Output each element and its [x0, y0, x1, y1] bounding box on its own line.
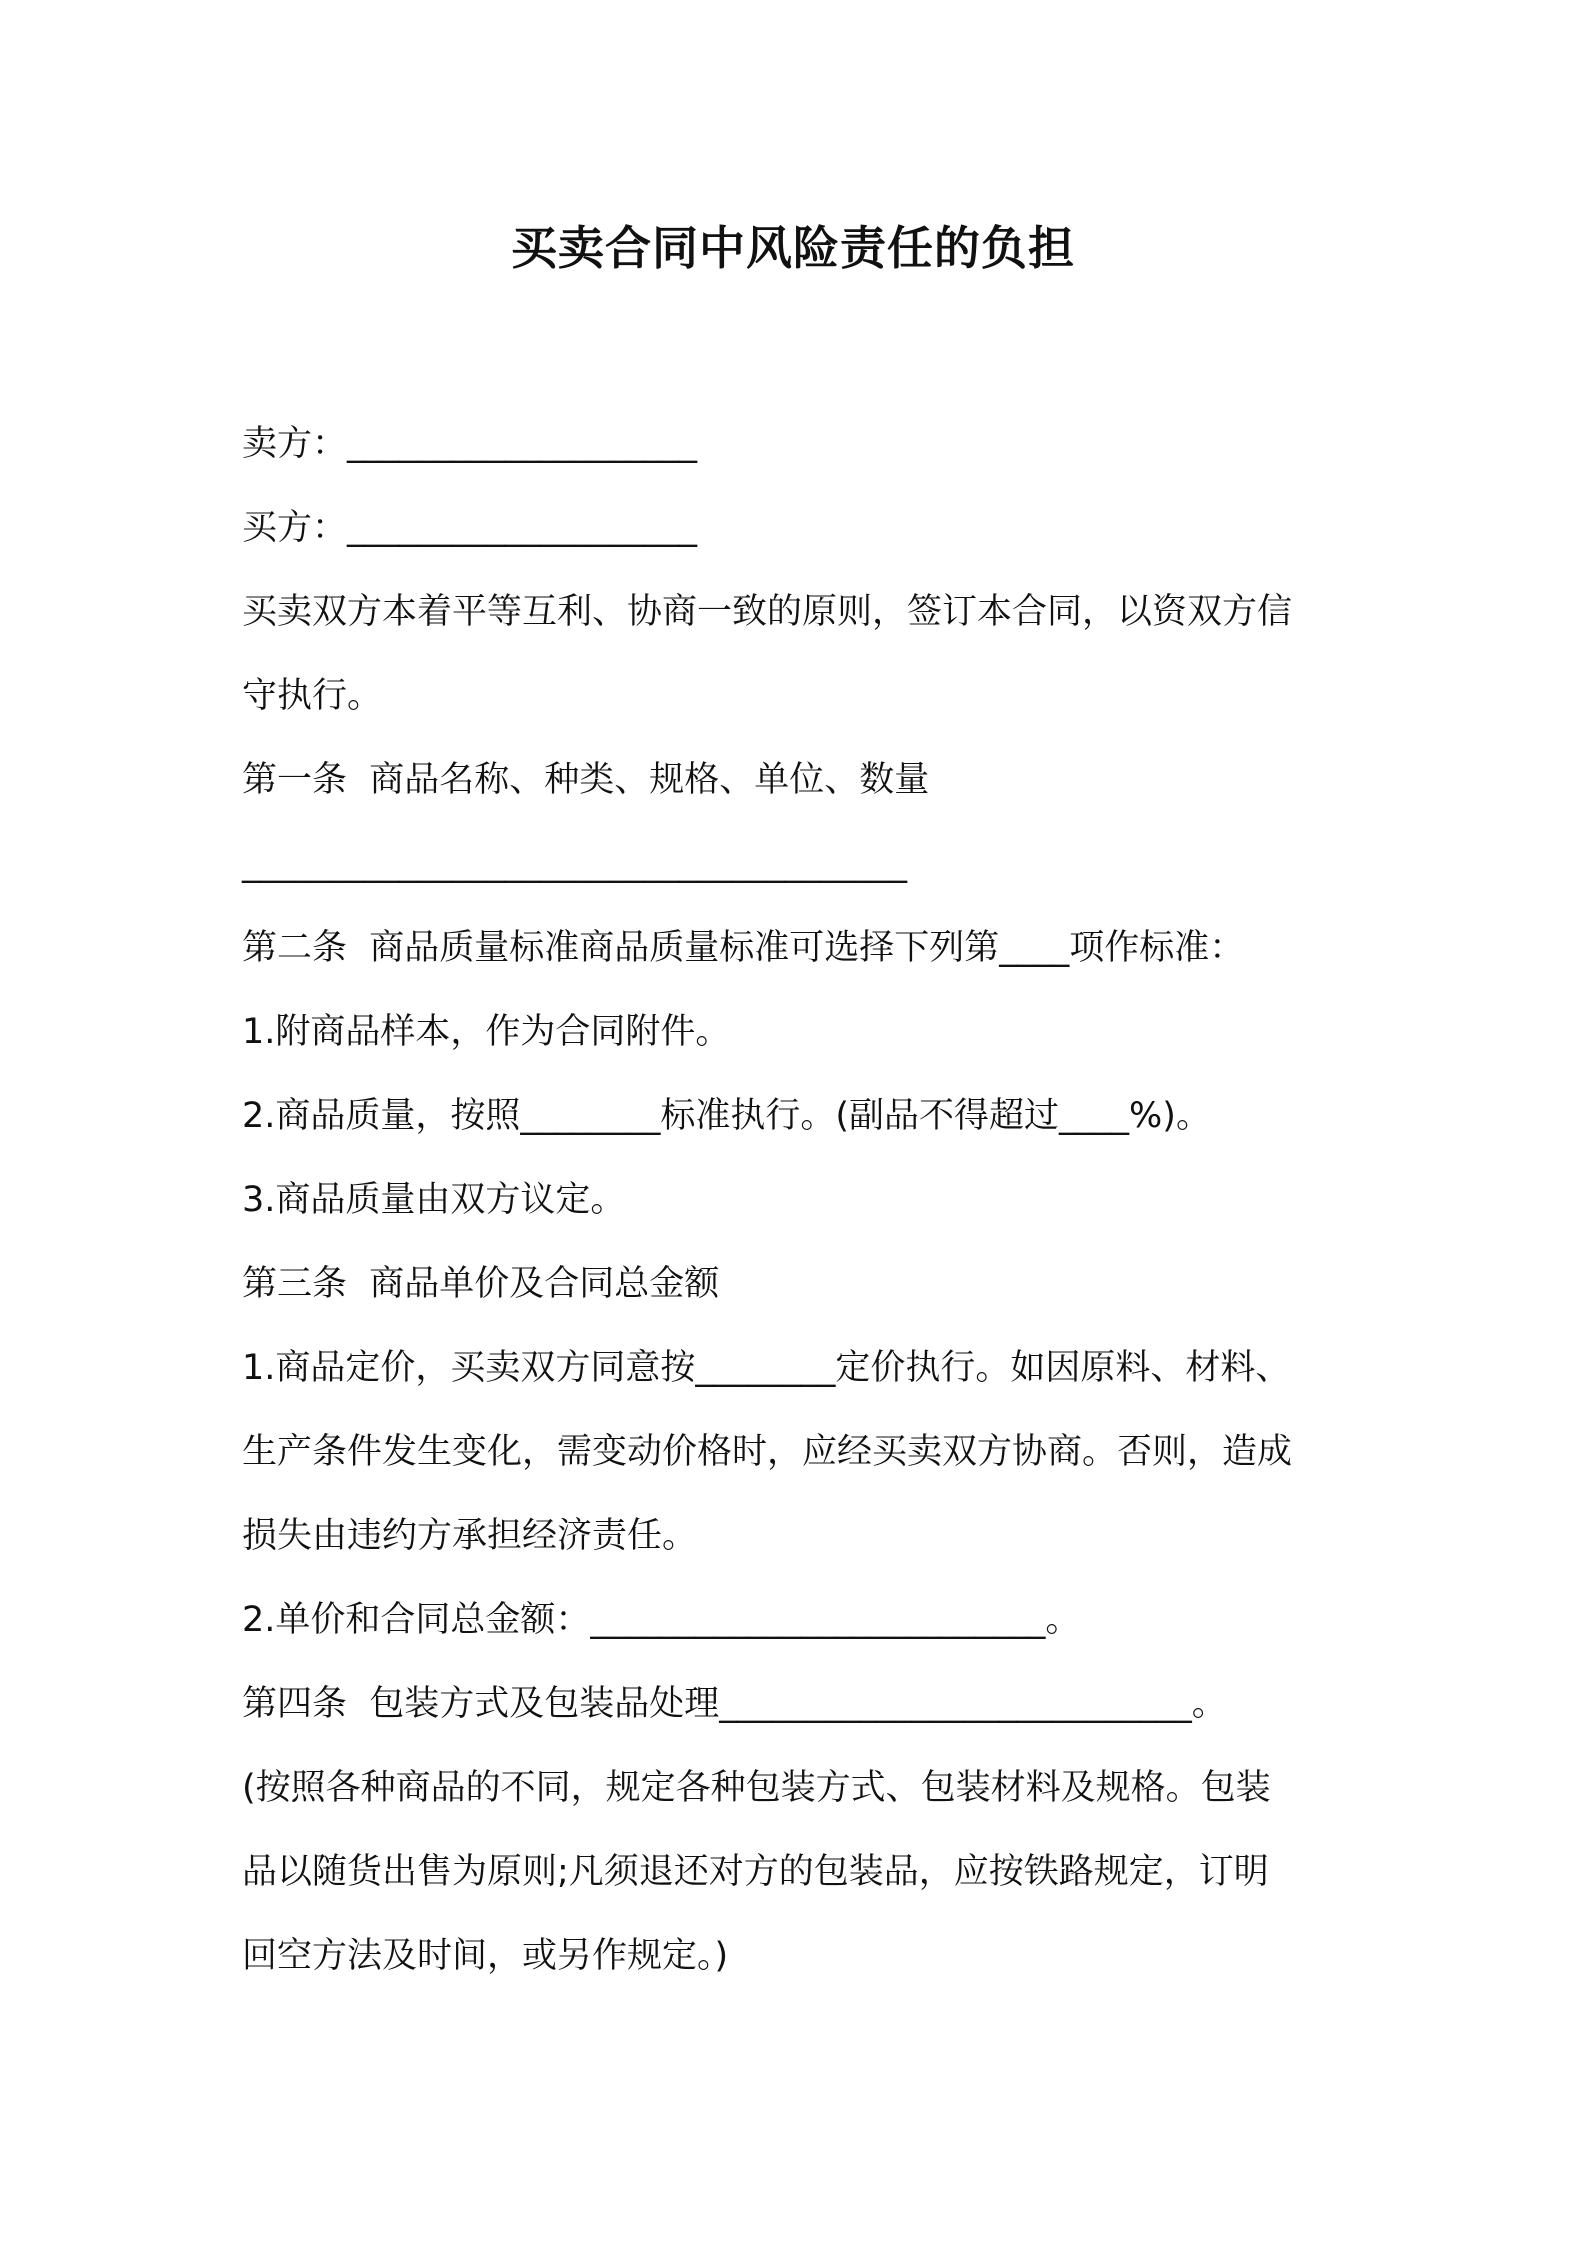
article-3-item-1-line-3: 损失由违约方承担经济责任。 — [242, 1516, 698, 1556]
article-4-note-line-1: (按照各种商品的不同，规定各种包装方式、包装材料及规格。包装 — [242, 1768, 1271, 1808]
preamble-line-2: 守执行。 — [242, 676, 383, 716]
article-3-heading: 第三条 商品单价及合同总金额 — [242, 1264, 720, 1304]
article-3-item-1-line-2: 生产条件发生变化，需变动价格时，应经买卖双方协商。否则，造成 — [242, 1432, 1293, 1472]
article-3-item-1-line-1: 1.商品定价，买卖双方同意按________定价执行。如因原料、材料、 — [242, 1348, 1291, 1388]
article-3-item-2: 2.单价和合同总金额：__________________________。 — [242, 1600, 1081, 1640]
buyer-line: 买方：____________________ — [242, 508, 698, 548]
article-4-heading: 第四条 包装方式及包装品处理___________________________。 — [242, 1684, 1227, 1724]
article-1-blank: ______________________________________ — [242, 844, 907, 884]
article-2-item-3: 3.商品质量由双方议定。 — [242, 1180, 626, 1220]
article-2-item-2: 2.商品质量，按照________标准执行。(副品不得超过____%)。 — [242, 1096, 1211, 1136]
article-2-item-1: 1.附商品样本，作为合同附件。 — [242, 1012, 731, 1052]
article-2-heading: 第二条 商品质量标准商品质量标准可选择下列第____项作标准： — [242, 928, 1245, 968]
preamble-line-1: 买卖双方本着平等互利、协商一致的原则，签订本合同，以资双方信 — [242, 592, 1293, 632]
document-title: 买卖合同中风险责任的负担 — [511, 221, 1075, 275]
article-1-heading: 第一条 商品名称、种类、规格、单位、数量 — [242, 760, 930, 800]
document-body — [242, 402, 1372, 1998]
seller-line: 卖方：____________________ — [242, 424, 698, 464]
article-4-note-line-2: 品以随货出售为原则;凡须退还对方的包装品，应按铁路规定，订明 — [242, 1852, 1269, 1892]
article-4-note-line-3: 回空方法及时间，或另作规定。) — [242, 1936, 729, 1976]
